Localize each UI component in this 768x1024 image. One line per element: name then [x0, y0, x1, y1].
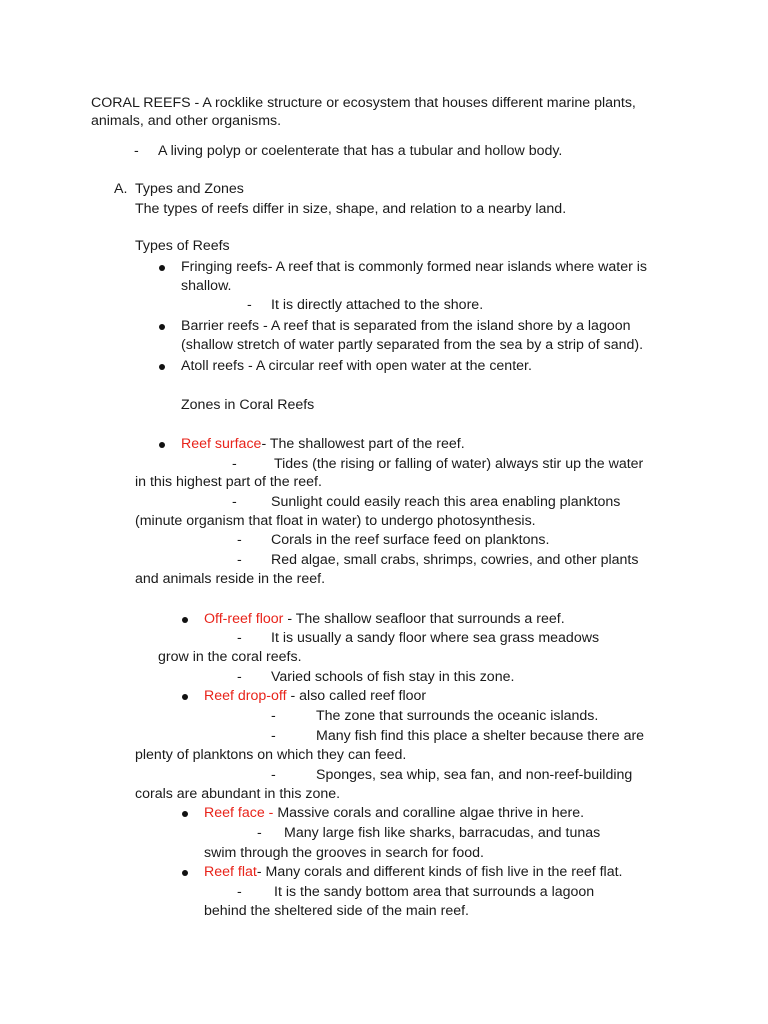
dash-marker: - — [257, 825, 262, 841]
reef-surface-term: Reef surface — [181, 436, 262, 452]
surface-sub1-line2: in this highest part of the reef. — [135, 474, 322, 490]
face-sub1-line2: swim through the grooves in search for food. — [204, 845, 484, 861]
dash-marker: - — [134, 143, 139, 159]
fringing-line1: Fringing reefs- A reef that is commonly formed near islands where water is — [181, 259, 648, 275]
polyp-description: A living polyp or coelenterate that has a tubular and hollow body. — [158, 143, 563, 159]
bullet-icon — [182, 811, 188, 817]
types-heading: Types of Reefs — [135, 238, 230, 254]
dash-marker: - — [232, 494, 237, 510]
face-sub1-line1: Many large fish like sharks, barracudas, and tunas — [284, 825, 601, 841]
fringing-line2: shallow. — [181, 278, 232, 294]
flat-term: Reef flat — [204, 864, 257, 880]
dash-marker: - — [271, 708, 276, 724]
offreef-sub2: Varied schools of fish stay in this zone. — [271, 669, 515, 685]
bullet-icon — [182, 694, 188, 700]
atoll-line: Atoll reefs - A circular reef with open water at the center. — [181, 358, 532, 374]
face-term: Reef face - — [204, 805, 274, 821]
dash-marker: - — [271, 767, 276, 783]
flat-sub1-line1: It is the sandy bottom area that surrounds a lagoon — [274, 884, 595, 900]
bullet-icon — [159, 324, 165, 330]
dropoff-sub2-line2: plenty of planktons on which they can feed. — [135, 747, 407, 763]
flat-definition: - Many corals and different kinds of fish live in the reef flat. — [256, 864, 623, 880]
section-a-description: The types of reefs differ in size, shape, and relation to a nearby land. — [135, 201, 567, 217]
dropoff-sub1: The zone that surrounds the oceanic islands. — [316, 708, 599, 724]
dash-marker: - — [237, 552, 242, 568]
intro-heading-line1: CORAL REEFS - A rocklike structure or ecosystem that houses different marine plants, — [91, 95, 636, 111]
surface-sub4-line2: and animals reside in the reef. — [135, 571, 326, 587]
surface-sub4-line1: Red algae, small crabs, shrimps, cowries, and other plants — [271, 552, 639, 568]
reef-surface-definition: - The shallowest part of the reef. — [261, 436, 465, 452]
surface-sub2-line1: Sunlight could easily reach this area enabling planktons — [271, 494, 621, 510]
offreef-sub1-line2: grow in the coral reefs. — [158, 649, 302, 665]
surface-sub3: Corals in the reef surface feed on planktons. — [271, 532, 550, 548]
offreef-definition: - The shallow seafloor that surrounds a reef. — [283, 611, 565, 627]
dash-marker: - — [237, 630, 242, 646]
dash-marker: - — [247, 297, 252, 313]
intro-heading-line2: animals, and other organisms. — [91, 113, 282, 129]
dash-marker: - — [271, 728, 276, 744]
dash-marker: - — [237, 669, 242, 685]
dropoff-definition: - also called reef floor — [286, 688, 427, 704]
dropoff-sub2-line1: Many fish find this place a shelter because there are — [316, 728, 645, 744]
dropoff-sub3-line2: corals are abundant in this zone. — [135, 786, 341, 802]
bullet-icon — [159, 442, 165, 448]
bullet-icon — [182, 870, 188, 876]
barrier-line1: Barrier reefs - A reef that is separated from the island shore by a lagoon — [181, 318, 631, 334]
section-a-title: Types and Zones — [135, 181, 244, 197]
surface-sub2-line2: (minute organism that float in water) to undergo photosynthesis. — [135, 513, 536, 529]
fringing-subpoint: It is directly attached to the shore. — [271, 297, 484, 313]
dropoff-line — [204, 687, 426, 706]
zones-heading: Zones in Coral Reefs — [181, 397, 315, 413]
offreef-sub1-line1: It is usually a sandy floor where sea grass meadows — [271, 630, 600, 646]
dropoff-sub3-line1: Sponges, sea whip, sea fan, and non-reef-building — [316, 767, 633, 783]
dash-marker: - — [232, 456, 237, 472]
dropoff-term: Reef drop-off — [204, 688, 287, 704]
reef-surface-line — [181, 435, 465, 454]
section-a-letter: A. — [114, 181, 128, 197]
dash-marker: - — [237, 532, 242, 548]
surface-sub1-line1: Tides (the rising or falling of water) always stir up the water — [274, 456, 644, 472]
flat-sub1-line2: behind the sheltered side of the main reef. — [204, 903, 470, 919]
offreef-line — [204, 610, 565, 629]
bullet-icon — [159, 364, 165, 370]
face-definition: Massive corals and coralline algae thrive in here. — [273, 805, 585, 821]
bullet-icon — [159, 265, 165, 271]
barrier-line2: (shallow stretch of water partly separated from the sea by a strip of sand). — [181, 337, 644, 353]
dash-marker: - — [237, 884, 242, 900]
face-line — [204, 804, 584, 823]
flat-line — [204, 863, 622, 882]
offreef-term: Off-reef floor — [204, 611, 284, 627]
bullet-icon — [182, 617, 188, 623]
